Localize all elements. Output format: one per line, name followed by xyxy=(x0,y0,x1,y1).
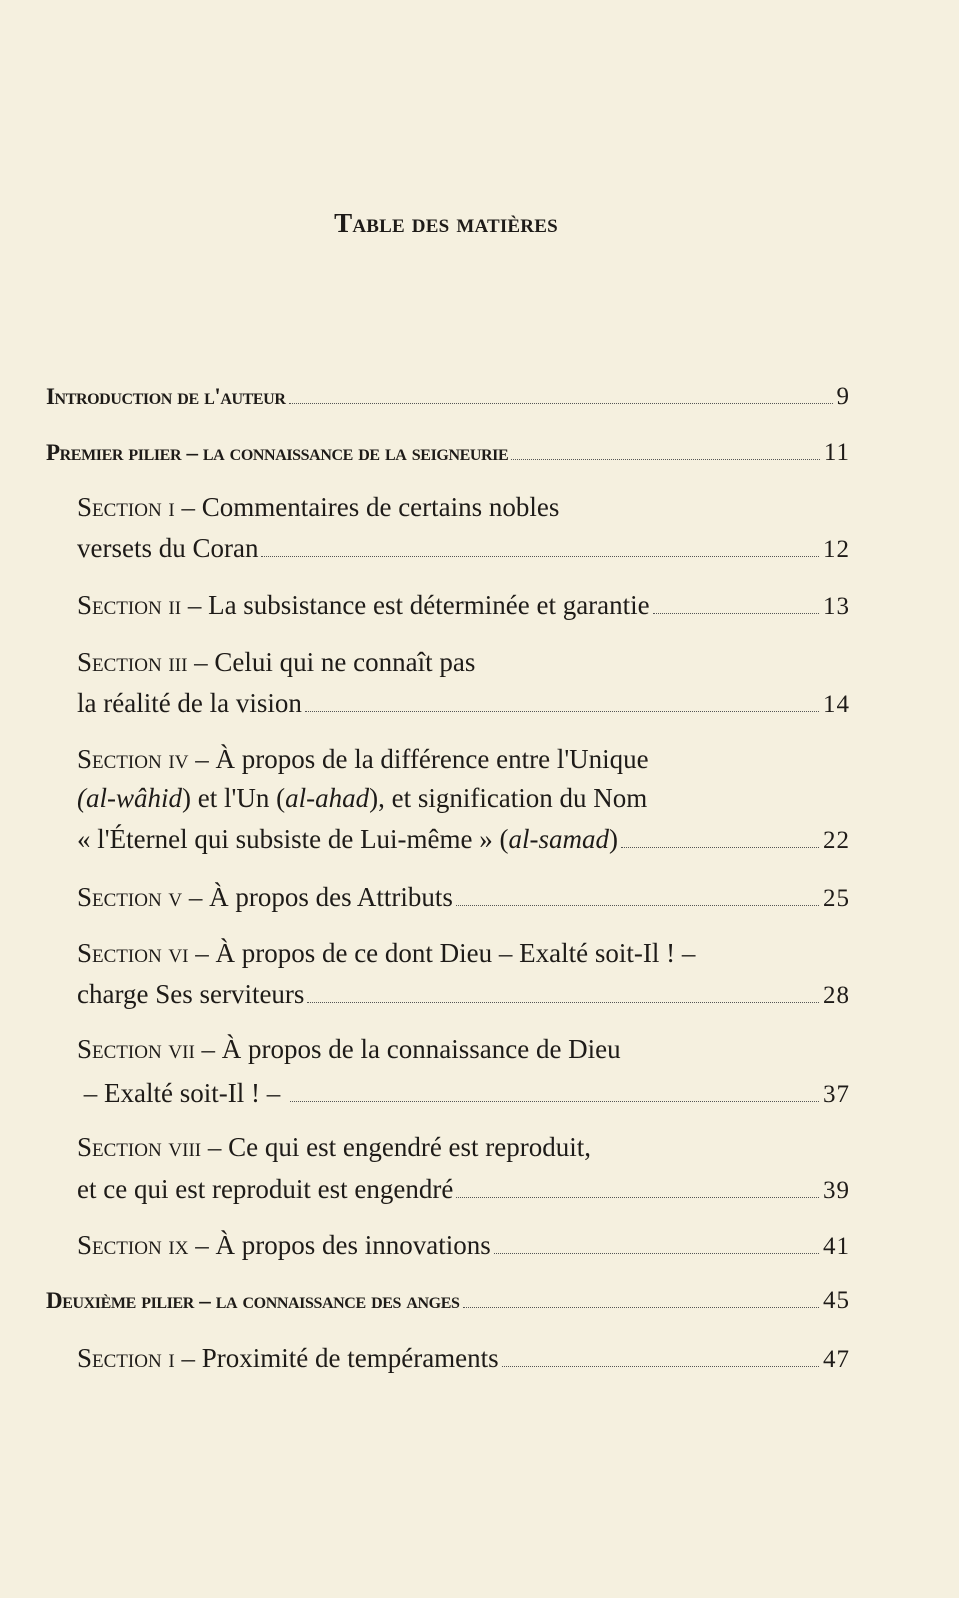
section-label: Section vii xyxy=(77,1034,195,1064)
dot-leader xyxy=(289,403,833,404)
section-label: Section vi xyxy=(77,938,189,968)
dot-leader xyxy=(307,1002,819,1003)
entry-text: – Commentaires de certains nobles xyxy=(174,492,560,522)
entry-text: versets du Coran xyxy=(77,533,259,563)
toc-entry-line xyxy=(77,938,850,969)
entry-text: – À propos de la connaissance de Dieu xyxy=(194,1034,621,1064)
toc-entry-line xyxy=(46,383,850,411)
entry-text: Premier pilier – la connaissance de la seigneurie xyxy=(46,440,509,465)
toc-entry-line xyxy=(77,882,850,913)
dot-leader xyxy=(511,459,820,460)
toc-entry-line xyxy=(46,439,850,467)
toc-entry-line xyxy=(77,647,850,678)
section-label: Section viii xyxy=(77,1132,202,1162)
entry-text: ), et signification du Nom xyxy=(369,783,648,813)
entry-text: – Ce qui est engendré est reproduit, xyxy=(201,1132,592,1162)
entry-text: al-samad xyxy=(508,824,610,854)
toc-entry-line xyxy=(77,492,850,523)
entry-text: al-ahad xyxy=(285,783,370,813)
section-label: Section i xyxy=(77,492,175,522)
page-title: Table des matières xyxy=(334,208,558,238)
entry-text: et ce qui est reproduit est engendré xyxy=(77,1174,454,1204)
toc-entry-line xyxy=(77,1132,850,1163)
entry-text: – La subsistance est déterminée et garantie xyxy=(181,590,650,620)
entry-text: – À propos de ce dont Dieu – Exalté soit-Il ! – xyxy=(188,938,696,968)
page-number: 45 xyxy=(823,1287,850,1314)
entry-text: – À propos des Attributs xyxy=(182,882,453,912)
toc-entry-line xyxy=(77,824,850,855)
entry-text: – Celui qui ne connaît pas xyxy=(187,647,476,677)
section-label: Section v xyxy=(77,882,183,912)
page-number: 25 xyxy=(823,885,850,912)
entry-text: – Proximité de tempéraments xyxy=(174,1343,499,1373)
dot-leader xyxy=(456,1197,819,1198)
page-number: 12 xyxy=(823,536,850,563)
section-label: Section iv xyxy=(77,744,189,774)
entry-text: la réalité de la vision xyxy=(77,688,302,718)
page-number: 22 xyxy=(823,827,850,854)
toc-entry-line xyxy=(77,590,850,621)
page-number: 13 xyxy=(823,593,850,620)
toc-entry-line xyxy=(77,1174,850,1205)
toc-entry-line xyxy=(77,979,850,1010)
toc-entry-line xyxy=(77,1078,850,1109)
section-label: Section ix xyxy=(77,1230,189,1260)
section-label: Section iii xyxy=(77,647,188,677)
section-label: Section i xyxy=(77,1343,175,1373)
page-number: 47 xyxy=(823,1346,850,1373)
page-number: 28 xyxy=(823,982,850,1009)
toc-entry-line xyxy=(77,1230,850,1261)
dot-leader xyxy=(463,1307,820,1308)
dot-leader xyxy=(653,613,819,614)
dot-leader xyxy=(456,905,819,906)
entry-text: – Exalté soit-Il ! – xyxy=(77,1078,287,1108)
entry-text: Deuxième pilier – la connaissance des anges xyxy=(46,1288,460,1313)
dot-leader xyxy=(621,847,819,848)
page-number: 14 xyxy=(823,691,850,718)
dot-leader xyxy=(305,711,819,712)
toc-entry-line xyxy=(77,688,850,719)
dot-leader xyxy=(494,1253,819,1254)
page-number: 41 xyxy=(823,1233,850,1260)
dot-leader xyxy=(261,556,819,557)
page-number: 9 xyxy=(836,383,850,410)
dot-leader xyxy=(502,1366,819,1367)
entry-text: « l'Éternel qui subsiste de Lui-même » ( xyxy=(77,824,509,854)
entry-text: Introduction de l'auteur xyxy=(46,384,286,409)
toc-entry-line xyxy=(46,1287,850,1315)
section-label: Section ii xyxy=(77,590,182,620)
entry-text: (al-wâhid xyxy=(77,783,182,813)
toc-entry-line xyxy=(77,533,850,564)
toc-entry-line xyxy=(77,744,850,775)
entry-text: ) et l'Un ( xyxy=(182,783,286,813)
dot-leader xyxy=(290,1101,819,1102)
entry-text: charge Ses serviteurs xyxy=(77,979,305,1009)
toc-entry-line xyxy=(77,1034,850,1065)
page-number: 37 xyxy=(823,1081,850,1108)
toc-entry-line xyxy=(77,783,850,814)
entry-text: – À propos des innovations xyxy=(188,1230,491,1260)
entry-text: ) xyxy=(609,824,619,854)
toc-entry-line xyxy=(77,1343,850,1374)
entry-text: – À propos de la différence entre l'Unique xyxy=(188,744,649,774)
page-number: 39 xyxy=(823,1177,850,1204)
page-number: 11 xyxy=(823,439,850,466)
